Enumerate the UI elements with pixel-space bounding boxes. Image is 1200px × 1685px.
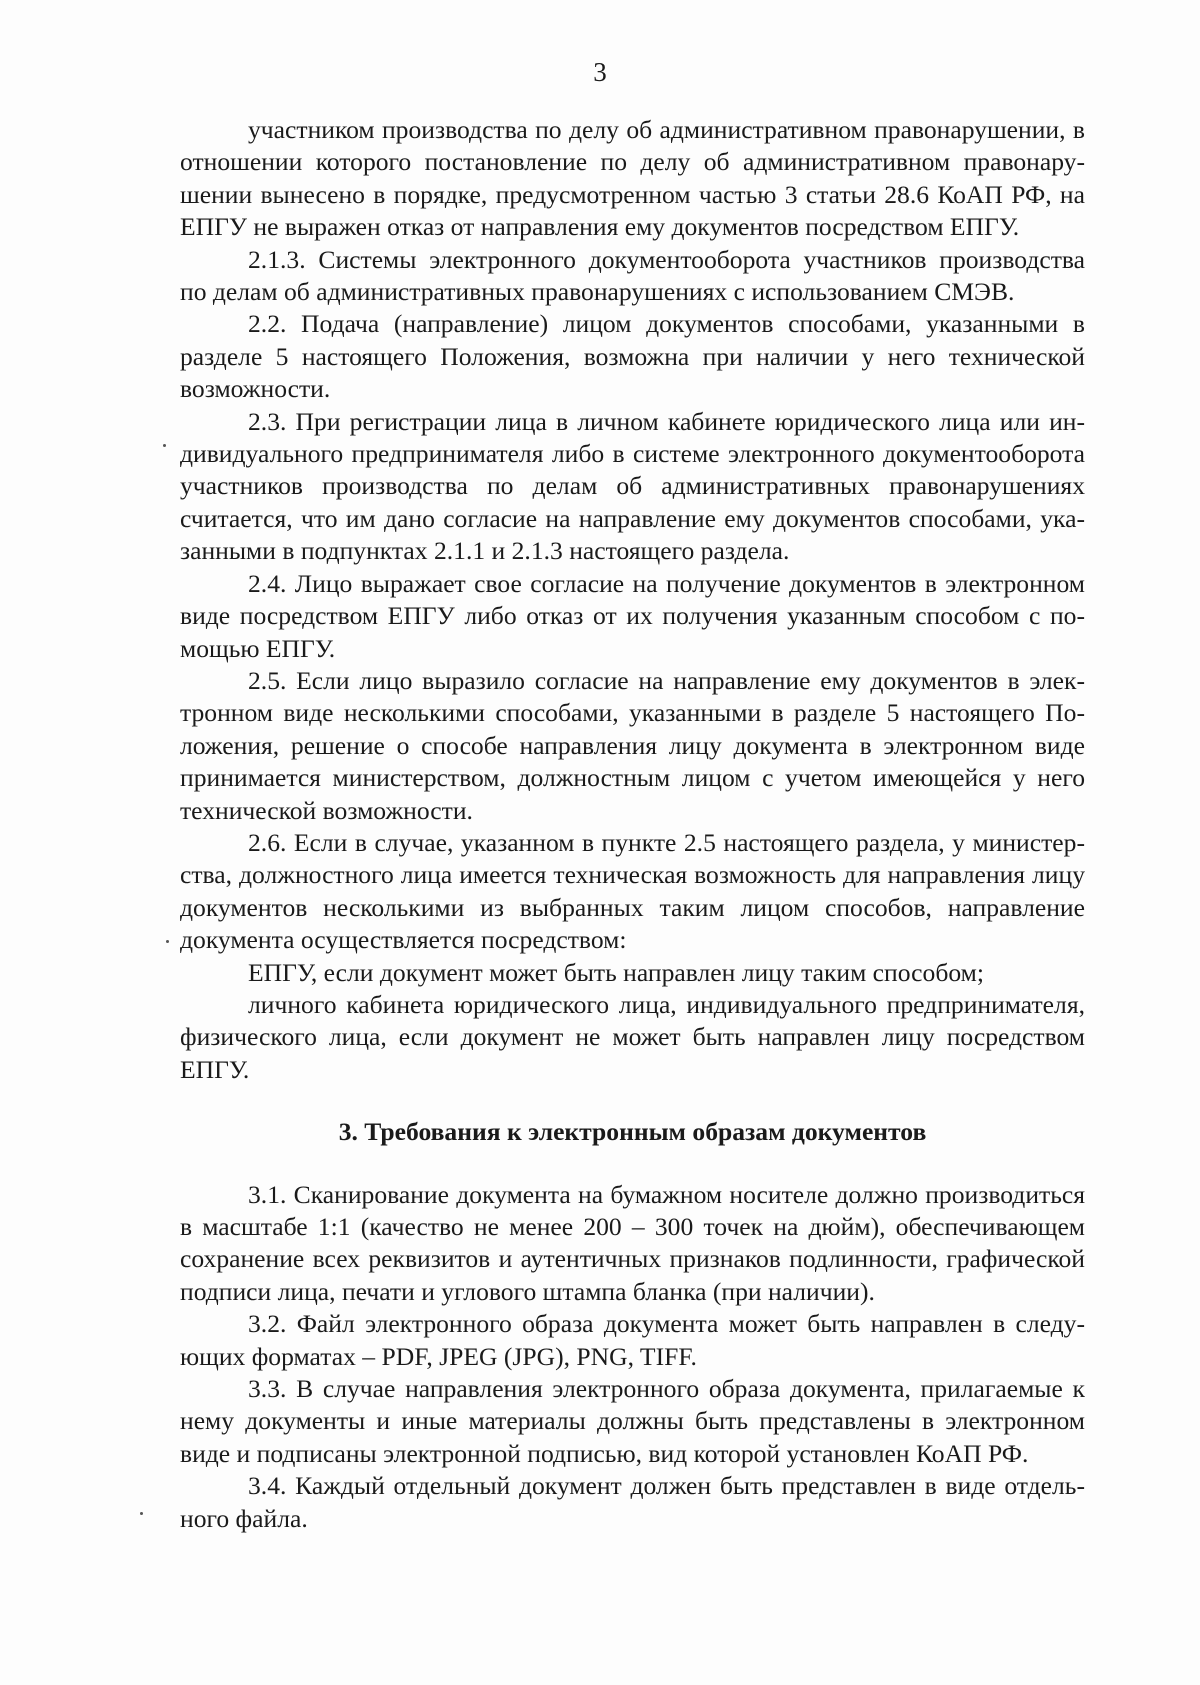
section-3-title: 3. Требования к электронным образам документов <box>338 1117 927 1147</box>
paragraph-3-3: 3.3. В случае направления электронного образа документа, прилагаемые к нему документы и иные материалы должны быть представлены в электронном виде и подписаны электронной подписью, вид которой установлен КоАП РФ. <box>180 1374 1085 1468</box>
list-item-epgu: ЕПГУ, если документ может быть направлен лицу таким способом; <box>248 957 984 987</box>
paragraph-2-6: 2.6. Если в случае, указанном в пункте 2.5 настоящего раздела, у министерства, должностного лица имеется техническая возможность для направления лицу документов несколькими из выбранных таким лицом способов, направление документа осуществляется посредством: <box>180 827 1085 955</box>
scan-speck <box>166 940 169 943</box>
paragraph-2-5: 2.5. Если лицо выразило согласие на направление ему документов в электронном виде несколькими способами, указанными в разделе 5 настоящего Положения, решение о способе направления лицу документа в электронном виде принимается министерством, должностным лицом с учетом имеющейся у него технической возможности. <box>180 665 1085 825</box>
document-body <box>180 114 1085 1535</box>
paragraph-2-2: 2.2. Подача (направление) лицом документов способами, указанными в разделе 5 настоящего Положения, возможна при наличии у него технической возможности. <box>180 309 1085 404</box>
paragraph-3-1: 3.1. Сканирование документа на бумажном носителе должно производиться в масштабе 1:1 (качество не менее 200 – 300 точек на дюйм), обеспечивающем сохранение всех реквизитов и аутентичных признаков подлинности, графической подписи лица, печати и углового штампа бланка (при наличии). <box>180 1179 1085 1306</box>
scan-speck <box>140 1512 143 1515</box>
paragraph-2-4: 2.4. Лицо выражает свое согласие на получение документов в электронном виде посредством ЕПГУ либо отказ от их получения указанным способом с помощью ЕПГУ. <box>180 568 1085 663</box>
paragraph-2-3: 2.3. При регистрации лица в личном кабинете юридического лица или индивидуального предпринимателя либо в системе электронного документооборота участников производства по делам об административных правонарушениях считается, что им дано согласие на направление ему документов способами, указанными в подпунктах 2.1.1 и 2.1.3 настоящего раздела. <box>180 406 1085 566</box>
paragraph-3-4: 3.4. Каждый отдельный документ должен быть представлен в виде отдельного файла. <box>180 1471 1085 1533</box>
paragraph-3-2: 3.2. Файл электронного образа документа может быть направлен в следующих форматах – PDF, JPEG (JPG), PNG, TIFF. <box>180 1309 1085 1371</box>
page-number: 3 <box>593 57 607 87</box>
scan-speck <box>163 444 166 447</box>
paragraph-continuation: участником производства по делу об административном правонарушении, в отношении которого постановление по делу об административном правонарушении вынесено в порядке, предусмотренном частью 3 статьи 28.6 КоАП РФ, на ЕПГУ не выражен отказ от направления ему документов посредством ЕПГУ. <box>180 115 1085 242</box>
list-item-personal-cabinet: личного кабинета юридического лица, индивидуального предпринимателя, физического лица, если документ не может быть направлен лицу посредством ЕПГУ. <box>180 989 1085 1084</box>
paragraph-2-1-3: 2.1.3. Системы электронного документооборота участников производства по делам об административных правонарушениях с использованием СМЭВ. <box>180 244 1085 307</box>
